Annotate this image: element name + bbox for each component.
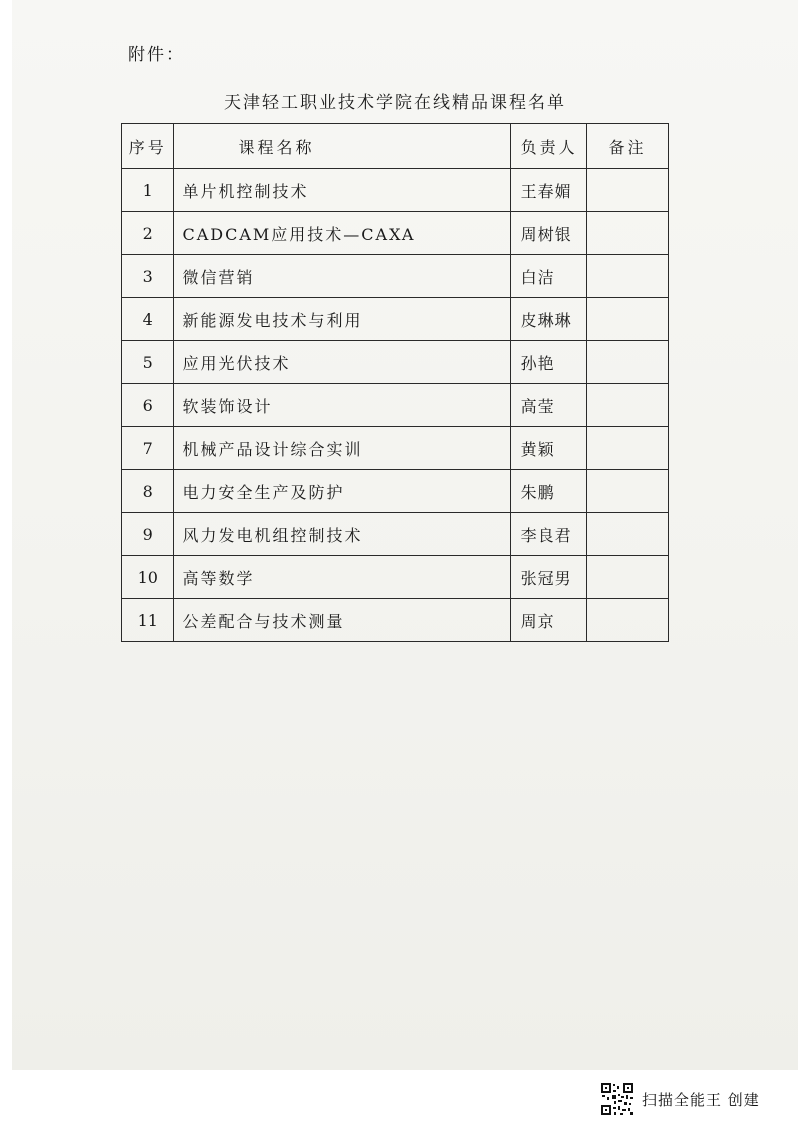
document-title: 天津轻工职业技术学院在线精品课程名单 <box>224 93 566 113</box>
row-course-name: 软装饰设计 <box>174 384 510 427</box>
row-owner: 周京 <box>510 599 586 642</box>
row-owner: 李良君 <box>510 513 586 556</box>
row-no: 5 <box>122 341 174 384</box>
row-owner: 王春媚 <box>510 169 586 212</box>
table-row <box>122 341 669 384</box>
attachment-label: 附件： <box>128 45 185 65</box>
row-owner: 张冠男 <box>510 556 586 599</box>
row-no: 1 <box>122 169 174 212</box>
table-row <box>122 556 669 599</box>
table-header-row <box>122 124 669 169</box>
row-owner: 白洁 <box>510 255 586 298</box>
row-course-name: CADCAM应用技术—CAXA <box>174 212 510 255</box>
table-row <box>122 427 669 470</box>
table-row <box>122 384 669 427</box>
row-owner: 朱鹏 <box>510 470 586 513</box>
row-course-name: 公差配合与技术测量 <box>174 599 510 642</box>
row-course-name: 机械产品设计综合实训 <box>174 427 510 470</box>
row-note <box>586 384 668 427</box>
row-no: 8 <box>122 470 174 513</box>
header-owner: 负责人 <box>510 124 586 169</box>
row-no: 11 <box>122 599 174 642</box>
row-owner: 周树银 <box>510 212 586 255</box>
row-course-name: 高等数学 <box>174 556 510 599</box>
qr-code-icon <box>600 1082 634 1116</box>
header-course-name: 课程名称 <box>174 124 510 169</box>
course-table <box>121 123 669 642</box>
scanner-credit-text: 扫描全能王 创建 <box>642 1090 760 1109</box>
row-owner: 皮琳琳 <box>510 298 586 341</box>
row-owner: 孙艳 <box>510 341 586 384</box>
row-no: 4 <box>122 298 174 341</box>
row-note <box>586 255 668 298</box>
row-course-name: 风力发电机组控制技术 <box>174 513 510 556</box>
row-note <box>586 341 668 384</box>
row-course-name: 新能源发电技术与利用 <box>174 298 510 341</box>
row-owner: 高莹 <box>510 384 586 427</box>
row-no: 6 <box>122 384 174 427</box>
row-no: 2 <box>122 212 174 255</box>
scanner-watermark <box>600 1081 760 1117</box>
header-no: 序号 <box>122 124 174 169</box>
row-note <box>586 427 668 470</box>
row-note <box>586 169 668 212</box>
row-no: 9 <box>122 513 174 556</box>
row-note <box>586 470 668 513</box>
row-course-name: 应用光伏技术 <box>174 341 510 384</box>
row-owner: 黄颖 <box>510 427 586 470</box>
row-no: 3 <box>122 255 174 298</box>
table-row <box>122 255 669 298</box>
row-no: 10 <box>122 556 174 599</box>
header-note: 备注 <box>586 124 668 169</box>
row-note <box>586 513 668 556</box>
table-row <box>122 169 669 212</box>
row-course-name: 单片机控制技术 <box>174 169 510 212</box>
table-row <box>122 599 669 642</box>
row-no: 7 <box>122 427 174 470</box>
row-course-name: 电力安全生产及防护 <box>174 470 510 513</box>
row-note <box>586 298 668 341</box>
row-note <box>586 556 668 599</box>
row-note <box>586 599 668 642</box>
table-row <box>122 513 669 556</box>
table-row <box>122 298 669 341</box>
table-row <box>122 212 669 255</box>
table-row <box>122 470 669 513</box>
row-note <box>586 212 668 255</box>
row-course-name: 微信营销 <box>174 255 510 298</box>
